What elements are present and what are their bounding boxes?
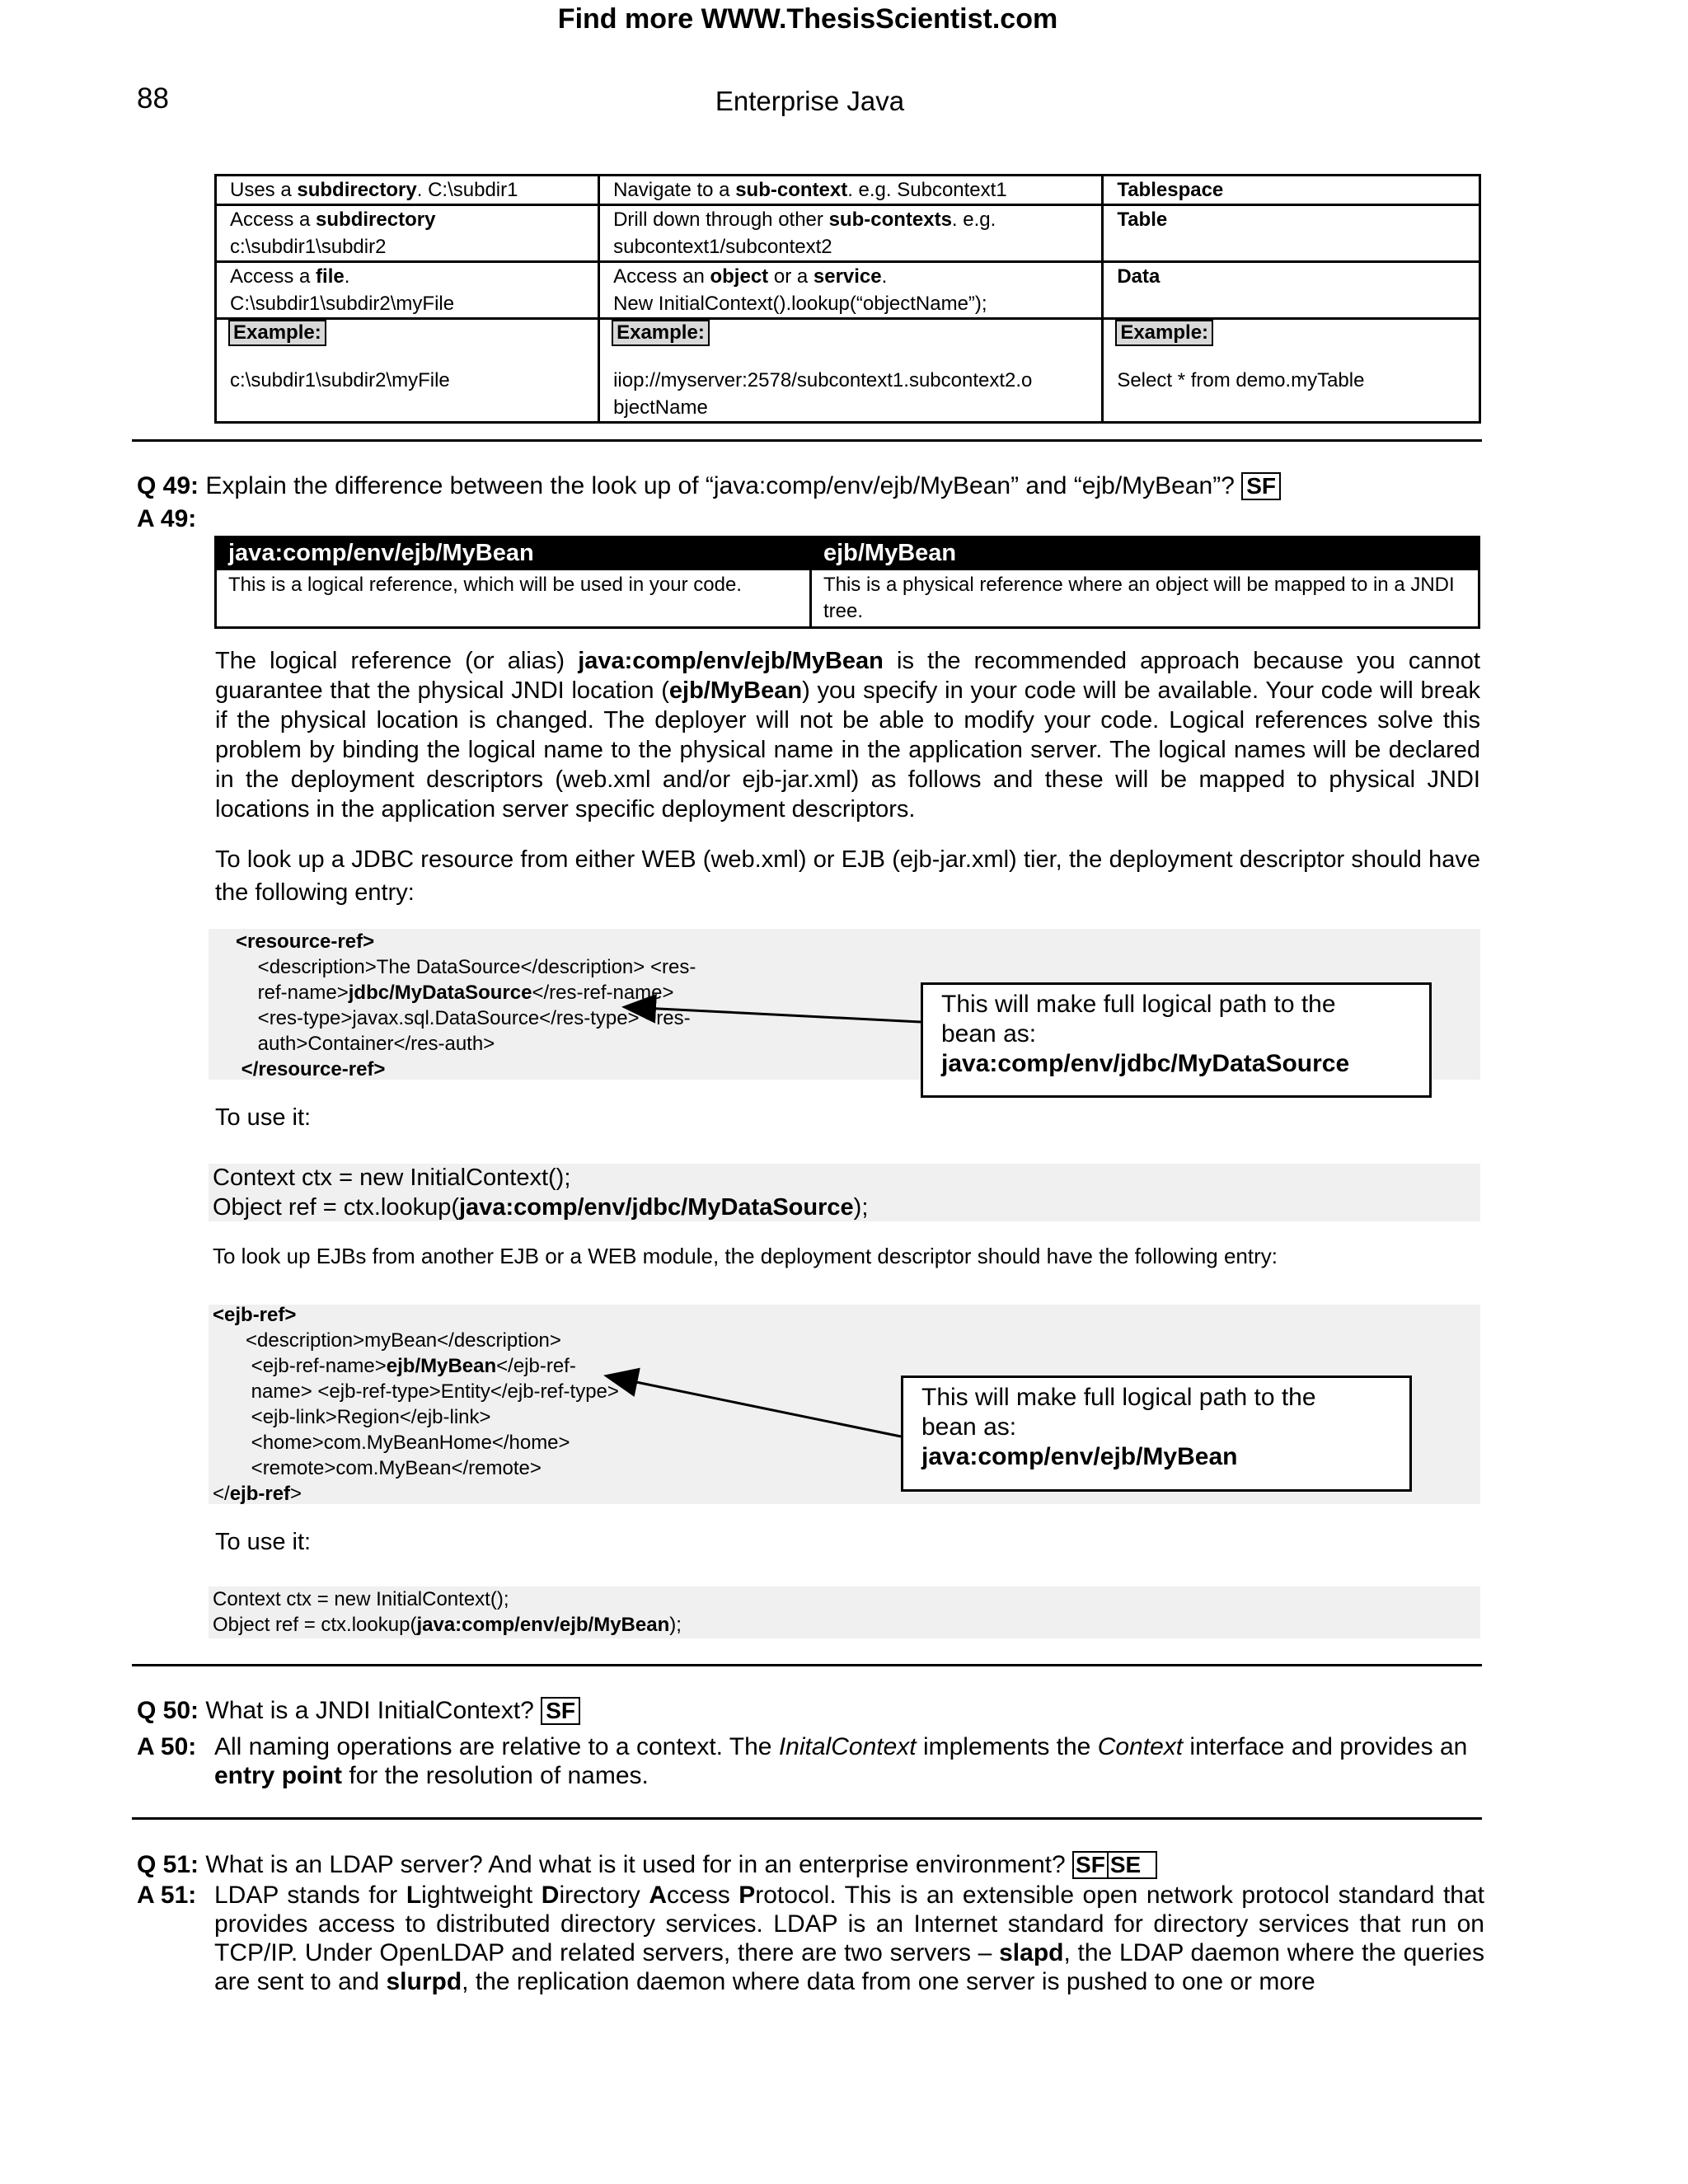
callout-line: java:comp/env/ejb/MyBean [921,1443,1238,1470]
tag-badge: SF [1241,472,1281,500]
cell-text: subcontext1/subcontext2 [613,236,832,258]
divider [132,1817,1482,1820]
page-number: 88 [137,82,169,115]
explanation-paragraph: The logical reference (or alias) java:comp/env/ejb/MyBean is the recommended approach because you cannot guarantee that the physical JNDI location (ejb/MyBean) you specify in your code will be available. Your code will break if the physical location is changed. The deployer will not be able to modify your code. Logical references solve this problem by binding the logical name to the physical name in the application server. The logical names will be declared in the deployment descriptors (web.xml and/or ejb-jar.xml) as follows and these will be mapped to physical JNDI locations in the application server specific deployment descriptors. [215,648,1480,823]
callout-line: java:comp/env/jdbc/MyDataSource [941,1050,1350,1077]
code-line: Context ctx = new InitialContext(); [213,1165,571,1191]
use-it-label: To use it: [215,1529,312,1555]
code-line: <description>The DataSource</description> <res- [236,956,696,978]
question-label: Q 51: [137,1851,199,1878]
answer-label: A 51: [137,1882,197,1909]
callout-line: This will make full logical path to the [941,991,1336,1018]
code-line: <resource-ref> [236,930,375,953]
cell-text: Access a file. [230,265,350,288]
cell-text: Data [1117,265,1160,288]
table-header: java:comp/env/ejb/MyBean [216,537,811,569]
answer-51 [137,1881,1484,1996]
example-label: Example: [1115,320,1213,346]
answer-text: LDAP stands for Lightweight Directory Access Protocol. This is an extensible open network protocol standard that provides access to distributed directory services. LDAP is an Internet standard for directory services that run on TCP/IP. Under OpenLDAP and related servers, there are two servers – slapd, the LDAP daemon where the queries are sent to and slurpd, the replication daemon where data from one server is pushed to one or more [214,1882,1484,1995]
code-line: Context ctx = new InitialContext(); [213,1588,509,1610]
example-text: c:\subdir1\subdir2\myFile [230,369,450,391]
tag-se: SE [1107,1852,1141,1877]
answer-label: A 50: [137,1733,197,1760]
cell-text: c:\subdir1\subdir2 [230,236,387,258]
use-it-label: To use it: [215,1104,312,1131]
explanation-paragraph: To look up a JDBC resource from either WEB (web.xml) or EJB (ejb-jar.xml) tier, the deployment descriptor should have the following entry: [215,846,1480,906]
question-label: Q 50: [137,1697,199,1724]
code-line: ref-name>jdbc/MyDataSource</res-ref-name> [236,982,674,1004]
callout-line: This will make full logical path to the [921,1384,1316,1411]
tag-badge [1072,1851,1157,1879]
example-label: Example: [612,320,710,346]
tag-sf: SF [1076,1852,1105,1877]
code-line: auth>Container</res-auth> [236,1033,495,1055]
table-cell: This is a physical reference where an object will be mapped to in a JNDI tree. [810,569,1479,628]
page-title: Enterprise Java [715,86,905,116]
code-line: Object ref = ctx.lookup(java:comp/env/ejb/MyBean); [213,1614,682,1636]
example-text: bjectName [613,396,708,419]
arrow-to-res-ref-name [626,1007,921,1022]
cell-text: Drill down through other sub-contexts. e.g. [613,209,996,231]
example-text: Select * from demo.myTable [1117,369,1365,391]
code-line: <remote>com.MyBean</remote> [213,1457,542,1479]
code-line: <ejb-ref-name>ejb/MyBean</ejb-ref- [213,1355,576,1377]
code-line: <description>myBean</description> [213,1329,561,1352]
answer-50 [137,1732,1484,1790]
answer-label: A 49: [137,505,197,532]
question-label: Q 49: [137,472,199,499]
code-line: <ejb-ref> [213,1304,297,1326]
example-text: iiop://myserver:2578/subcontext1.subcontext2.o [613,369,1033,391]
cell-text: New InitialContext().lookup(“objectName”); [613,293,987,315]
table-header: ejb/MyBean [810,537,1479,569]
site-banner: Find more WWW.ThesisScientist.com [557,3,1058,35]
code-line: </resource-ref> [241,1058,386,1080]
cell-text: Navigate to a sub-context. e.g. Subcontext1 [613,179,1007,201]
cell-text: C:\subdir1\subdir2\myFile [230,293,455,315]
answer-text: All naming operations are relative to a context. The InitalContext implements the Context interface and provides an entry point for the resolution of names. [214,1733,1468,1789]
callout-line: bean as: [921,1413,1017,1441]
explanation-paragraph: To look up EJBs from another EJB or a WEB module, the deployment descriptor should have the following entry: [213,1244,1278,1268]
code-line: Object ref = ctx.lookup(java:comp/env/jdbc/MyDataSource); [213,1194,869,1221]
table-cell: This is a logical reference, which will be used in your code. [216,569,811,628]
question-text: Explain the difference between the look up of “java:comp/env/ejb/MyBean” and “ejb/MyBean”? [205,472,1235,499]
divider [132,1664,1482,1666]
question-text: What is a JNDI InitialContext? [205,1697,534,1724]
question-51 [137,1850,1157,1880]
cell-text: Table [1117,209,1168,231]
code-line: </ejb-ref> [213,1483,302,1505]
question-50 [137,1696,580,1726]
example-label: Example: [228,320,326,346]
code-line: <ejb-link>Region</ejb-link> [213,1406,491,1428]
cell-text: Tablespace [1117,179,1224,201]
arrow-to-ejb-ref-name [608,1376,901,1436]
code-line: <res-type>javax.sql.DataSource</res-type> <res- [236,1007,691,1029]
callout-line: bean as: [941,1020,1037,1047]
question-text: What is an LDAP server? And what is it used for in an enterprise environment? [205,1851,1066,1878]
cell-text: Access an object or a service. [613,265,888,288]
cell-text: Uses a subdirectory. C:\subdir1 [230,179,518,201]
code-line: <home>com.MyBeanHome</home> [213,1432,570,1454]
cell-text: Access a subdirectory [230,209,436,231]
code-line: name> <ejb-ref-type>Entity</ejb-ref-type> [213,1380,619,1403]
tag-badge: SF [541,1697,580,1725]
